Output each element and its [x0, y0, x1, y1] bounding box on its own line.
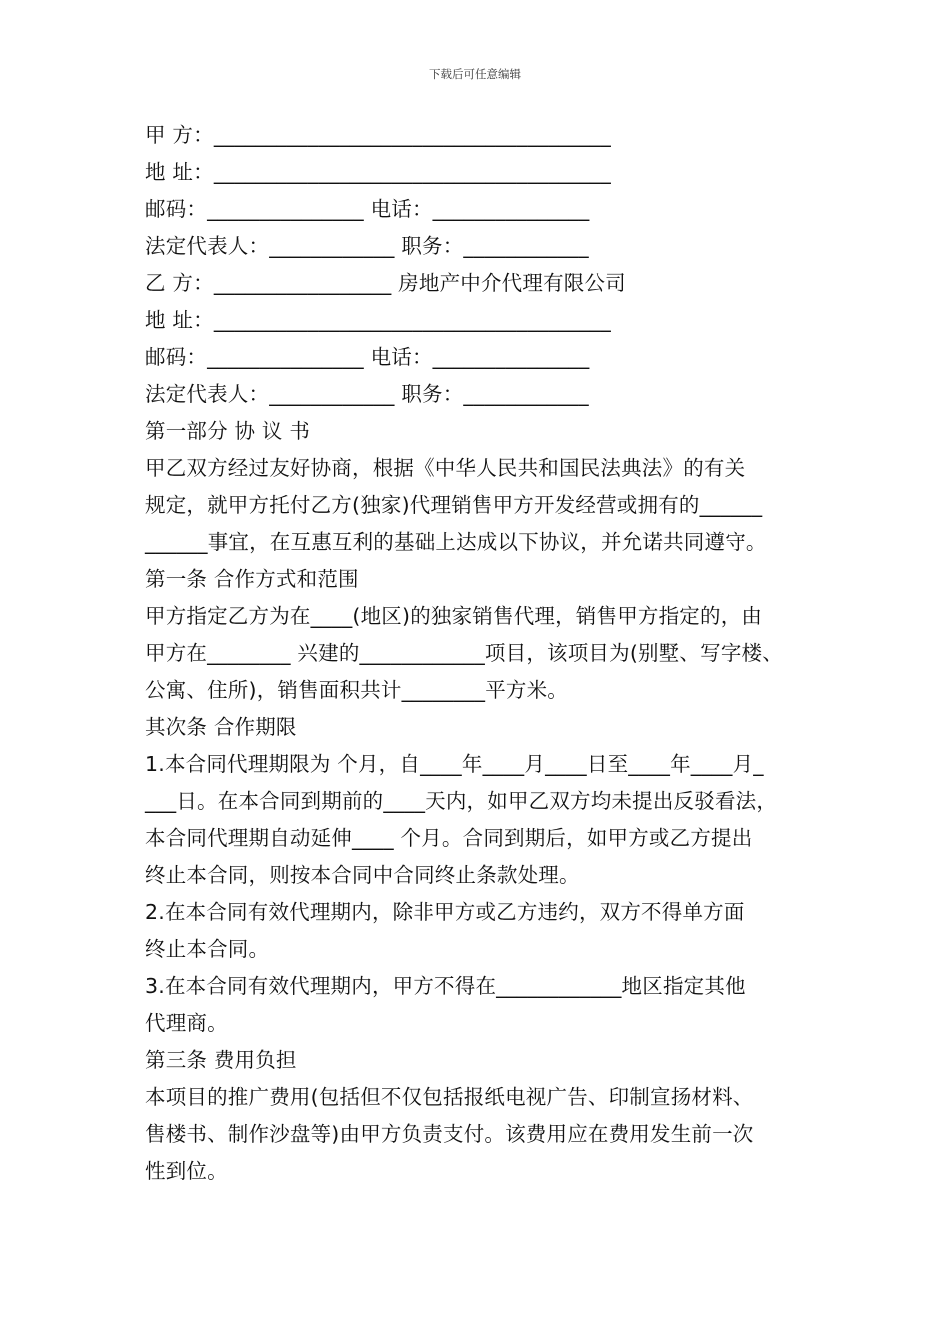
- paragraph-line: 甲方在________ 兴建的____________项目，该项目为(别墅、写字楼、: [145, 641, 783, 665]
- party-b-postcode-phone-line: 邮码：_______________ 电话：_______________: [145, 345, 590, 369]
- article-heading: 其次条 合作期限: [145, 715, 297, 739]
- paragraph-line: 代理商。: [145, 1011, 228, 1035]
- paragraph-line: 本项目的推广费用(包括但不仅包括报纸电视广告、印制宣扬材料、: [145, 1085, 754, 1109]
- paragraph-line: 终止本合同。: [145, 937, 270, 961]
- article-heading: 第三条 费用负担: [145, 1048, 297, 1072]
- paragraph-line: 本合同代理期自动延伸____ 个月。合同到期后，如甲方或乙方提出: [145, 826, 753, 850]
- paragraph-line: ______事宜，在互惠互利的基础上达成以下协议，并允诺共同遵守。: [145, 530, 767, 554]
- page-header-note: 下载后可任意编辑: [429, 67, 521, 81]
- paragraph-line: 公寓、住所)，销售面积共计________平方米。: [145, 678, 568, 702]
- party-a-representative-line: 法定代表人：____________ 职务：____________: [145, 234, 589, 258]
- paragraph-line: 甲乙双方经过友好协商，根据《中华人民共和国民法典法》的有关: [145, 456, 746, 480]
- paragraph-line: 性到位。: [145, 1159, 228, 1183]
- section-heading: 第一部分 协 议 书: [145, 419, 311, 443]
- paragraph-line: 1.本合同代理期限为 个月，自____年____月____日至____年____月_: [145, 752, 764, 776]
- party-b-representative-line: 法定代表人：____________ 职务：____________: [145, 382, 589, 406]
- paragraph-line: 售楼书、制作沙盘等)由甲方负责支付。该费用应在费用发生前一次: [145, 1122, 754, 1146]
- paragraph-line: ___日。在本合同到期前的____天内，如甲乙双方均未提出反驳看法，: [145, 789, 778, 813]
- paragraph-line: 终止本合同，则按本合同中合同终止条款处理。: [145, 863, 580, 887]
- paragraph-line: 2.在本合同有效代理期内，除非甲方或乙方违约，双方不得单方面: [145, 900, 745, 924]
- party-a-line: 甲 方：______________________________________: [145, 123, 611, 147]
- article-heading: 第一条 合作方式和范围: [145, 567, 359, 591]
- paragraph-line: 规定，就甲方托付乙方(独家)代理销售甲方开发经营或拥有的______: [145, 493, 763, 517]
- party-b-address-line: 地 址：______________________________________: [145, 308, 611, 332]
- contract-body: [145, 117, 825, 1190]
- party-b-line: 乙 方：_________________ 房地产中介代理有限公司: [145, 271, 626, 295]
- party-a-address-line: 地 址：______________________________________: [145, 160, 611, 184]
- paragraph-line: 3.在本合同有效代理期内，甲方不得在____________地区指定其他: [145, 974, 746, 998]
- party-a-postcode-phone-line: 邮码：_______________ 电话：_______________: [145, 197, 590, 221]
- paragraph-line: 甲方指定乙方为在____(地区)的独家销售代理，销售甲方指定的，由: [145, 604, 763, 628]
